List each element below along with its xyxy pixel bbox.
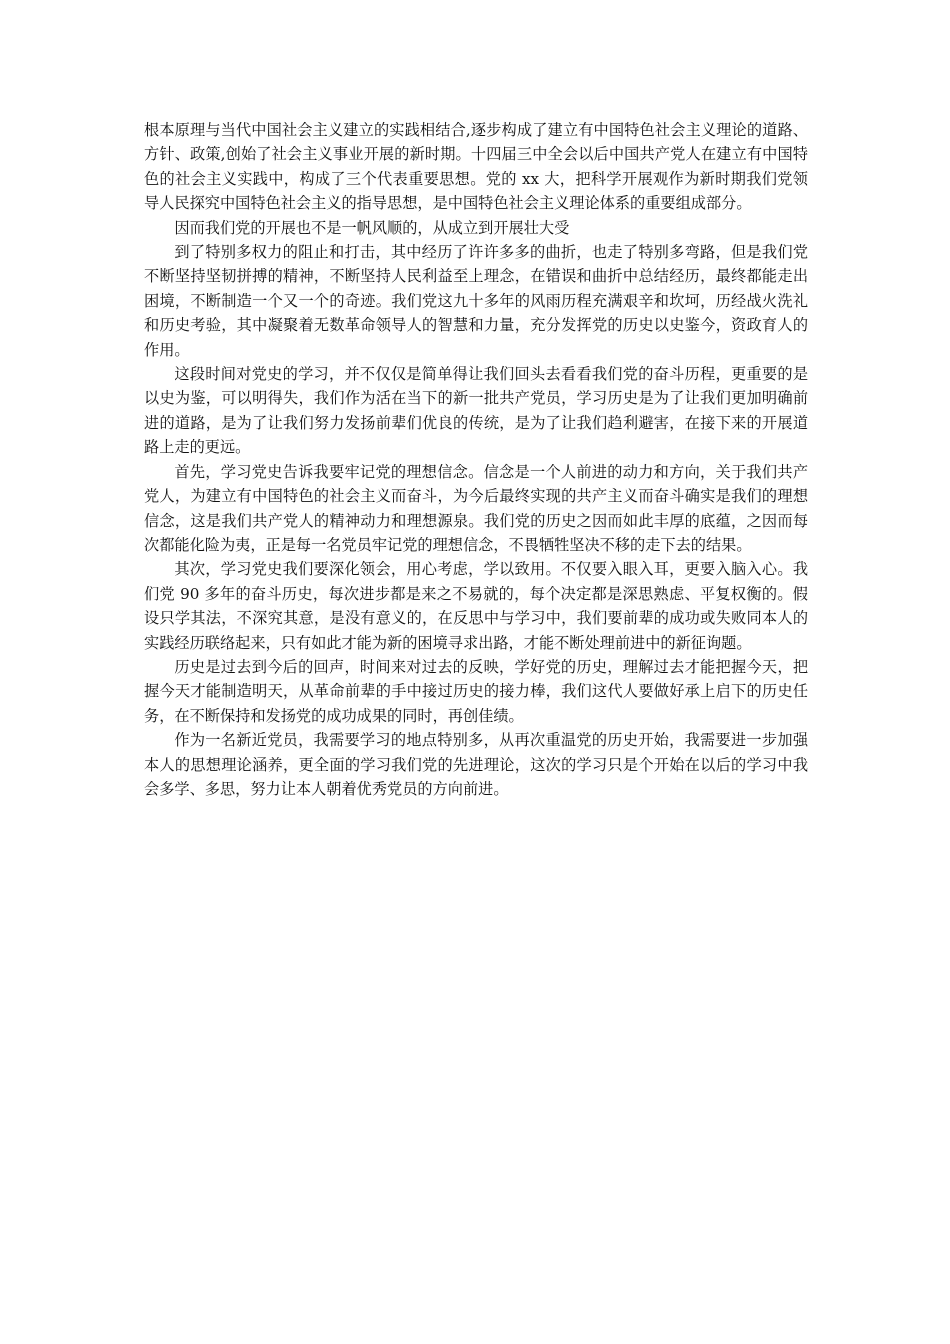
paragraph-3: 到了特别多权力的阻止和打击，其中经历了许许多多的曲折，也走了特别多弯路，但是我们党不断坚持坚韧拼搏的精神，不断坚持人民利益至上理念，在错误和曲折中总结经历，最终都能走出困境，不断制造一个又一个的奇迹。我们党这九十多年的风雨历程充满艰辛和坎坷，历经战火洗礼和历史考验，其中凝聚着无数革命领导人的智慧和力量，充分发挥党的历史以史鉴今，资政育人的作用。 bbox=[144, 243, 808, 359]
document-body bbox=[144, 118, 808, 801]
paragraph-1: 根本原理与当代中国社会主义建立的实践相结合,逐步构成了建立有中国特色社会主义理论的道路、方针、政策,创始了社会主义事业开展的新时期。十四届三中全会以后中国共产党人在建立有中国特色的社会主义实践中，构成了三个代表重要思想。党的 xx 大，把科学开展观作为新时期我们党领导人民探究中国特色社会主义的指导思想，是中国特色社会主义理论体系的重要组成部分。 bbox=[144, 121, 808, 213]
paragraph-6: 其次，学习党史我们要深化领会，用心考虑，学以致用。不仅要入眼入耳，更要入脑入心。我们党 90 多年的奋斗历史，每次进步都是来之不易就的，每个决定都是深思熟虑、平复权衡的。假设只学其法，不深究其意，是没有意义的，在反思中与学习中，我们要前辈的成功或失败同本人的实践经历联络起来，只有如此才能为新的困境寻求出路，才能不断处理前进中的新征询题。 bbox=[144, 560, 808, 652]
paragraph-8: 作为一名新近党员，我需要学习的地点特别多，从再次重温党的历史开始，我需要进一步加强本人的思想理论涵养，更全面的学习我们党的先进理论，这次的学习只是个开始在以后的学习中我会多学、多思，努力让本人朝着优秀党员的方向前进。 bbox=[144, 731, 808, 798]
paragraph-7: 历史是过去到今后的回声，时间来对过去的反映，学好党的历史，理解过去才能把握今天，把握今天才能制造明天，从革命前辈的手中接过历史的接力棒，我们这代人要做好承上启下的历史任务，在不断保持和发扬党的成功成果的同时，再创佳绩。 bbox=[144, 657, 808, 725]
paragraph-2: 因而我们党的开展也不是一帆风顺的，从成立到开展壮大受 bbox=[174, 218, 570, 237]
paragraph-4: 这段时间对党史的学习，并不仅仅是简单得让我们回头去看看我们党的奋斗历程，更重要的是以史为鉴，可以明得失，我们作为活在当下的新一批共产党员，学习历史是为了让我们更加明确前进的道路，是为了让我们努力发扬前辈们优良的传统，是为了让我们趋利避害，在接下来的开展道路上走的更远。 bbox=[144, 365, 808, 457]
paragraph-5: 首先，学习党史告诉我要牢记党的理想信念。信念是一个人前进的动力和方向，关于我们共产党人，为建立有中国特色的社会主义而奋斗，为今后最终实现的共产主义而奋斗确实是我们的理想信念，这是我们共产党人的精神动力和理想源泉。我们党的历史之因而如此丰厚的底蕴，之因而每次都能化险为夷，正是每一名党员牢记党的理想信念，不畏牺牲坚决不移的走下去的结果。 bbox=[144, 462, 808, 554]
